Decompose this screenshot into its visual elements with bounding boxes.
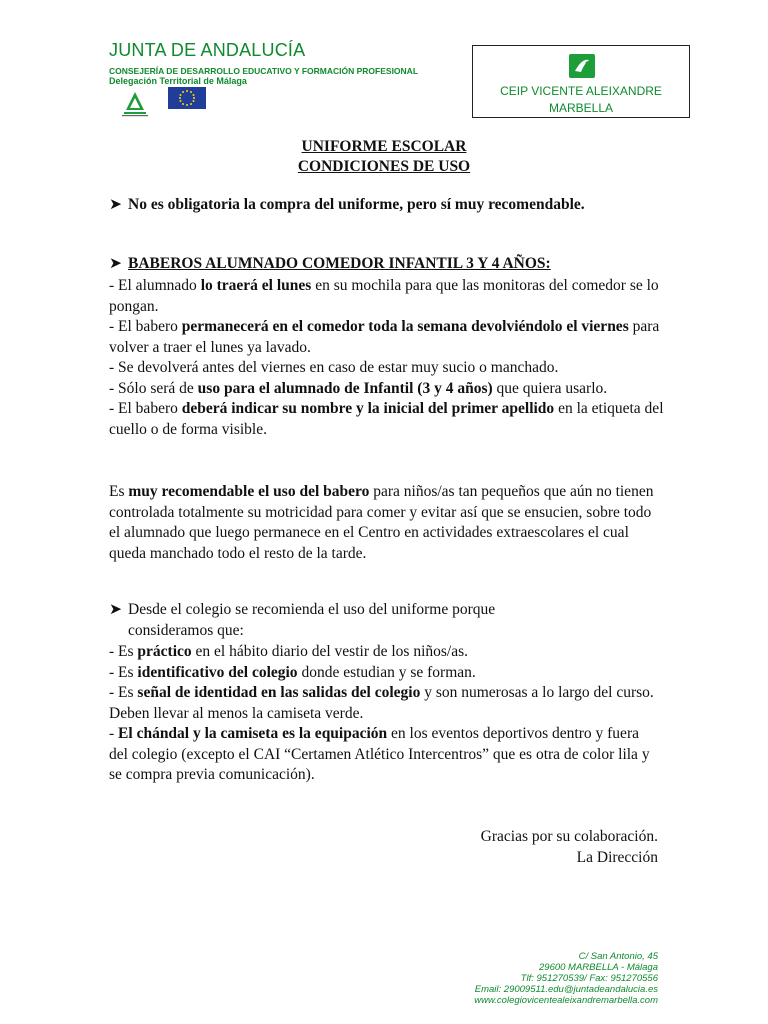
text-span: en su mochila para que las monitoras del comedor se lo pongan. (109, 277, 659, 315)
bold-span: identificativo del colegio (137, 663, 298, 681)
bibs-item (109, 276, 669, 317)
text-span: - Es (109, 663, 138, 681)
footer-email-link[interactable]: Email: 29009511.edu@juntadeandalucia.es (474, 984, 658, 995)
bib-recommendation-paragraph (109, 482, 654, 564)
text-span: - Se devolverá antes del viernes en caso de estar muy sucio o manchado. (109, 359, 559, 376)
text-span: - El alumnado (109, 277, 201, 294)
junta-andalucia-logo (118, 90, 152, 118)
junta-title: JUNTA DE ANDALUCÍA (109, 40, 306, 60)
school-box (472, 45, 690, 118)
closing-thanks: Gracias por su colaboración. (480, 828, 658, 845)
text-span: para niños/as tan pequeños que aún no tienen controlada totalmente su motricidad para comer y evitar así que se ensucien, sobre todo el alumnado que luego permanece en el Centro en actividades extraescolares el cual queda manchado todo el resto de la tarde. (109, 483, 654, 562)
text-span: en el hábito diario del vestir de los niños/as. (191, 643, 469, 660)
text-span: en la etiqueta del cuello o de forma visible. (109, 400, 664, 438)
closing (481, 826, 658, 868)
school-name-line2: MARBELLA (548, 101, 614, 115)
bold-span: deberá indicar su nombre y la inicial del primer apellido (181, 400, 555, 417)
delegation-subtitle: Delegación Territorial de Málaga (109, 76, 247, 86)
document-title-line1: UNIFORME ESCOLAR (301, 138, 467, 155)
text-span: donde estudian y se forman. (297, 663, 476, 681)
bibs-list (109, 276, 669, 440)
uniform-item (109, 642, 659, 663)
footer-phone: Tlf: 951270539/ Fax: 951270556 (520, 973, 658, 984)
bibs-item (109, 358, 669, 379)
arrow-bullet-icon: ➤ (109, 196, 122, 213)
bibs-heading-text: BABEROS ALUMNADO COMEDOR INFANTIL 3 Y 4 AÑOS: (128, 255, 551, 272)
bibs-item (109, 317, 669, 358)
text-span: que quiera usarlo. (492, 379, 608, 397)
footer-city: 29600 MARBELLA - Málaga (539, 962, 658, 973)
uniform-list (109, 642, 659, 786)
school-name (473, 83, 689, 117)
closing-signature: La Dirección (576, 849, 658, 866)
footer-website-link[interactable]: www.colegiovicentealeixandremarbella.com (474, 995, 658, 1006)
uniform-item (109, 663, 659, 684)
bibs-item (109, 379, 669, 400)
uniform-intro-text: Desde el colegio se recomienda el uso del uniforme porque consideramos que: (128, 601, 496, 639)
consejeria-subtitle: CONSEJERÍA DE DESARROLLO EDUCATIVO Y FORMACIÓN PROFESIONAL (109, 66, 419, 76)
uniform-item (109, 724, 659, 786)
footer-address: C/ San Antonio, 45 (578, 951, 658, 962)
text-span: - Sólo será de (109, 379, 198, 397)
text-span: - Es (109, 643, 138, 660)
text-span: - (109, 725, 119, 742)
bullet-not-mandatory-text: No es obligatoria la compra del uniforme, pero sí muy recomendable. (128, 196, 585, 213)
bold-span: práctico (137, 643, 192, 660)
bold-span: muy recomendable el uso del babero (128, 483, 370, 500)
bibs-item (109, 399, 669, 440)
bold-span: uso para el alumnado de Infantil (3 y 4 años) (197, 379, 493, 397)
eu-flag-logo (168, 87, 208, 121)
uniform-item (109, 683, 659, 724)
arrow-bullet-icon: ➤ (109, 601, 122, 618)
text-span: Es (109, 483, 129, 500)
text-span: - El babero (109, 318, 182, 335)
footer-contact (474, 951, 658, 1006)
school-name-line1: CEIP VICENTE ALEIXANDRE (500, 84, 662, 98)
bold-span: señal de identidad en las salidas del colegio (137, 684, 421, 701)
uniform-intro (109, 600, 549, 641)
text-span: - Es (109, 684, 138, 701)
bold-span: permanecerá en el comedor toda la semana devolviéndolo el viernes (181, 318, 629, 335)
bullet-not-mandatory (109, 195, 649, 216)
arrow-bullet-icon: ➤ (109, 255, 122, 272)
text-span: en los eventos deportivos dentro y fuera del colegio (excepto el CAI “Certamen Atlético Intercentros” que es otra de color lila y se compra previa comunicación). (109, 725, 650, 783)
text-span: y son numerosas a lo largo del curso. Deben llevar al menos la camiseta verde. (109, 684, 654, 722)
bold-span: El chándal y la camiseta es la equipación (118, 725, 388, 742)
document-title-line2: CONDICIONES DE USO (297, 158, 471, 175)
school-logo-icon (569, 54, 595, 78)
document-title (0, 137, 768, 177)
bold-span: lo traerá el lunes (200, 277, 312, 294)
text-span: - El babero (109, 400, 182, 417)
bibs-heading (109, 254, 669, 275)
text-span: para volver a traer el lunes ya lavado. (109, 318, 660, 356)
